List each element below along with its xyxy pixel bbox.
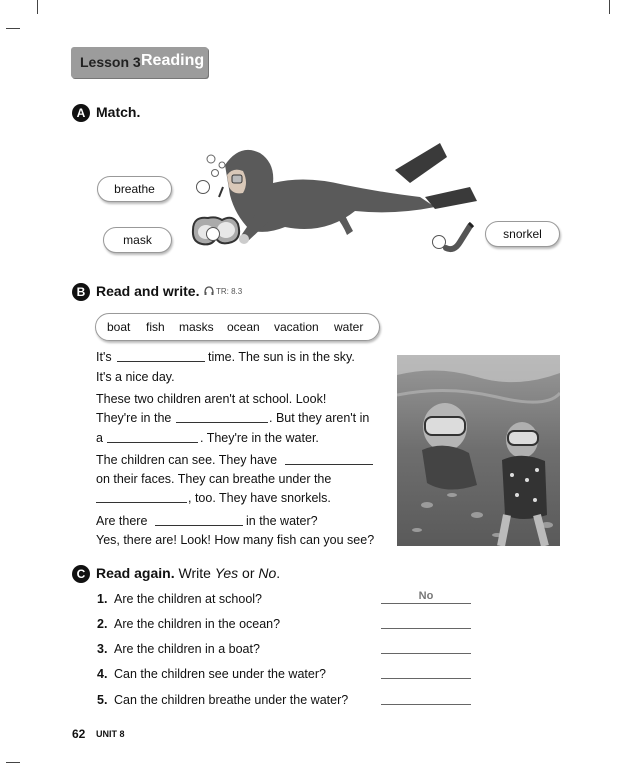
answer-line[interactable] [381,603,471,604]
word-bank-item: vacation [274,320,319,334]
blank-1[interactable] [117,361,205,362]
section-b-title: Read and write. [96,283,200,299]
section-c-title [96,565,280,581]
blank-6[interactable] [155,525,243,526]
p2-text-a: These two children aren't at school. Look! [96,392,327,406]
question-number: 1. [97,592,108,606]
section-c-title-bold: Read again. [96,565,175,581]
question-text: Are the children at school? [114,592,263,606]
lesson-label: Lesson 3 [80,54,141,70]
word-pill-snorkel[interactable]: snorkel [485,221,560,247]
p4-text-a: Are there [96,514,148,528]
p1-text-c: It's a nice day. [96,370,175,384]
lesson-tag [71,47,208,78]
question-number: 2. [97,617,108,631]
match-dot-mask[interactable] [206,227,220,241]
question-number: 3. [97,642,108,656]
underwater-children-photo [397,355,560,546]
p1-text-b: time. The sun is in the sky. [208,350,355,364]
section-a-badge: A [72,104,90,122]
section-c-no: No [258,565,277,581]
crop-mark [609,0,610,14]
question-text: Can the children see under the water? [114,667,326,681]
question-text: Are the children in the ocean? [114,617,281,631]
word-bank-item: masks [179,320,214,334]
blank-4[interactable] [285,464,373,465]
bubble-icon [207,155,215,163]
answer-text: No [418,590,434,602]
question-text: Are the children in a boat? [114,642,260,656]
match-dot-snorkel[interactable] [432,235,446,249]
blank-5[interactable] [96,502,187,503]
word-bank-item: water [334,320,364,334]
page-number: 62 [72,727,86,741]
word-bank [95,313,380,341]
word-bank-item: boat [107,320,131,334]
section-c-yes: Yes [214,565,239,581]
word-bank-item: fish [146,320,165,334]
word-pill-mask[interactable]: mask [103,227,172,253]
p3-text-b: on their faces. They can breathe under the [96,472,332,486]
section-c-badge: C [72,565,90,583]
unit-label: UNIT 8 [96,729,125,739]
answer-line[interactable] [381,653,471,654]
p2-text-e: . They're in the water. [200,431,319,445]
answer-line[interactable] [381,704,471,705]
p3-text-a: The children can see. They have [96,453,278,467]
section-c-title-rest: Write [174,565,215,581]
section-c-title-end: . [276,565,281,581]
p2-text-c: . But they aren't in [269,411,370,425]
question-text: Can the children breathe under the water? [114,693,349,707]
question-number: 4. [97,667,108,681]
track-number: TR: 8.3 [216,287,243,296]
p4-text-c: Yes, there are! Look! How many fish can you see? [96,533,375,547]
question-number: 5. [97,693,108,707]
bubble-icon [219,162,225,168]
p4-text-b: in the water? [246,514,318,528]
section-b-badge: B [72,283,90,301]
section-c-or: or [238,565,259,581]
blank-3[interactable] [107,442,198,443]
crop-mark [6,28,20,29]
crop-mark [6,762,20,763]
blank-2[interactable] [176,422,268,423]
p2-text-b: They're in the [96,411,172,425]
bubble-icon [212,170,219,177]
word-pill-breathe[interactable]: breathe [97,176,172,202]
match-dot-breathe[interactable] [196,180,210,194]
section-a-title: Match. [96,104,141,120]
word-bank-item: ocean [227,320,260,334]
lesson-title: Reading [141,52,205,69]
answer-line[interactable] [381,678,471,679]
p3-text-c: , too. They have snorkels. [188,491,331,505]
answer-line[interactable] [381,628,471,629]
crop-mark [37,0,38,14]
p1-text-a: It's [96,350,112,364]
p2-text-d: a [96,431,103,445]
headphones-icon [204,286,214,296]
